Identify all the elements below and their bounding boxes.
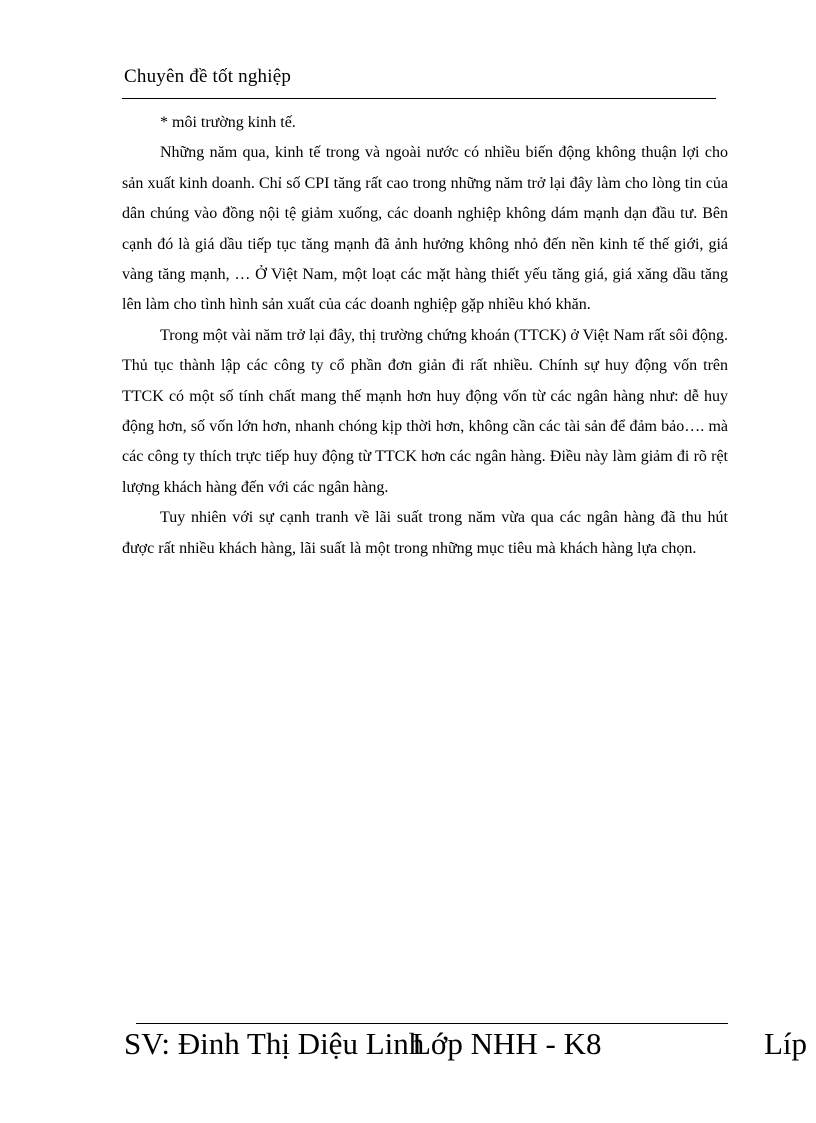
footer-divider	[136, 1023, 728, 1024]
footer-class-fragment: Líp	[764, 1026, 808, 1061]
document-body	[122, 108, 728, 564]
paragraph-interest-rate: Tuy nhiên với sự cạnh tranh về lãi suất trong năm vừa qua các ngân hàng đã thu hút được rất nhiều khách hàng, lãi suất là một trong những mục tiêu mà khách hàng lựa chọn.	[122, 509, 728, 557]
paragraph-environment-heading: * môi trường kinh tế.	[160, 114, 296, 131]
paragraph-economy: Những năm qua, kinh tế trong và ngoài nước có nhiều biến động không thuận lợi cho sản xuất kinh doanh. Chỉ số CPI tăng rất cao trong những năm trở lại đây làm cho lòng tin của dân chúng vào đồng nội tệ giảm xuống, các doanh nghiệp không dám mạnh dạn đầu tư. Bên cạnh đó là giá dầu tiếp tục tăng mạnh đã ảnh hưởng không nhỏ đến nền kinh tế thế giới, giá vàng tăng mạnh, … Ở Việt Nam, một loạt các mặt hàng thiết yếu tăng giá, giá xăng dầu tăng lên làm cho tình hình sản xuất của các doanh nghiệp gặp nhiều khó khăn.	[122, 144, 728, 314]
paragraph-stock-market: Trong một vài năm trở lại đây, thị trường chứng khoán (TTCK) ở Việt Nam rất sôi động. Thủ tục thành lập các công ty cổ phần đơn giản đi rất nhiều. Chính sự huy động vốn trên TTCK có một số tính chất mang thế mạnh hơn huy động vốn từ các ngân hàng như: dễ huy động hơn, số vốn lớn hơn, nhanh chóng kịp thời hơn, không cần các tài sản để đảm bảo…. mà các công ty thích trực tiếp huy động từ TTCK hơn các ngân hàng. Điều này làm giảm đi rõ rệt lượng khách hàng đến với các ngân hàng.	[122, 326, 728, 496]
header-divider	[122, 98, 716, 99]
footer-student-name: SV: Đinh Thị Diệu Linh	[124, 1026, 425, 1061]
page-header-title: Chuyên đề tốt nghiệp	[124, 66, 292, 87]
footer-class-name: Lớp NHH - K8	[412, 1026, 602, 1061]
